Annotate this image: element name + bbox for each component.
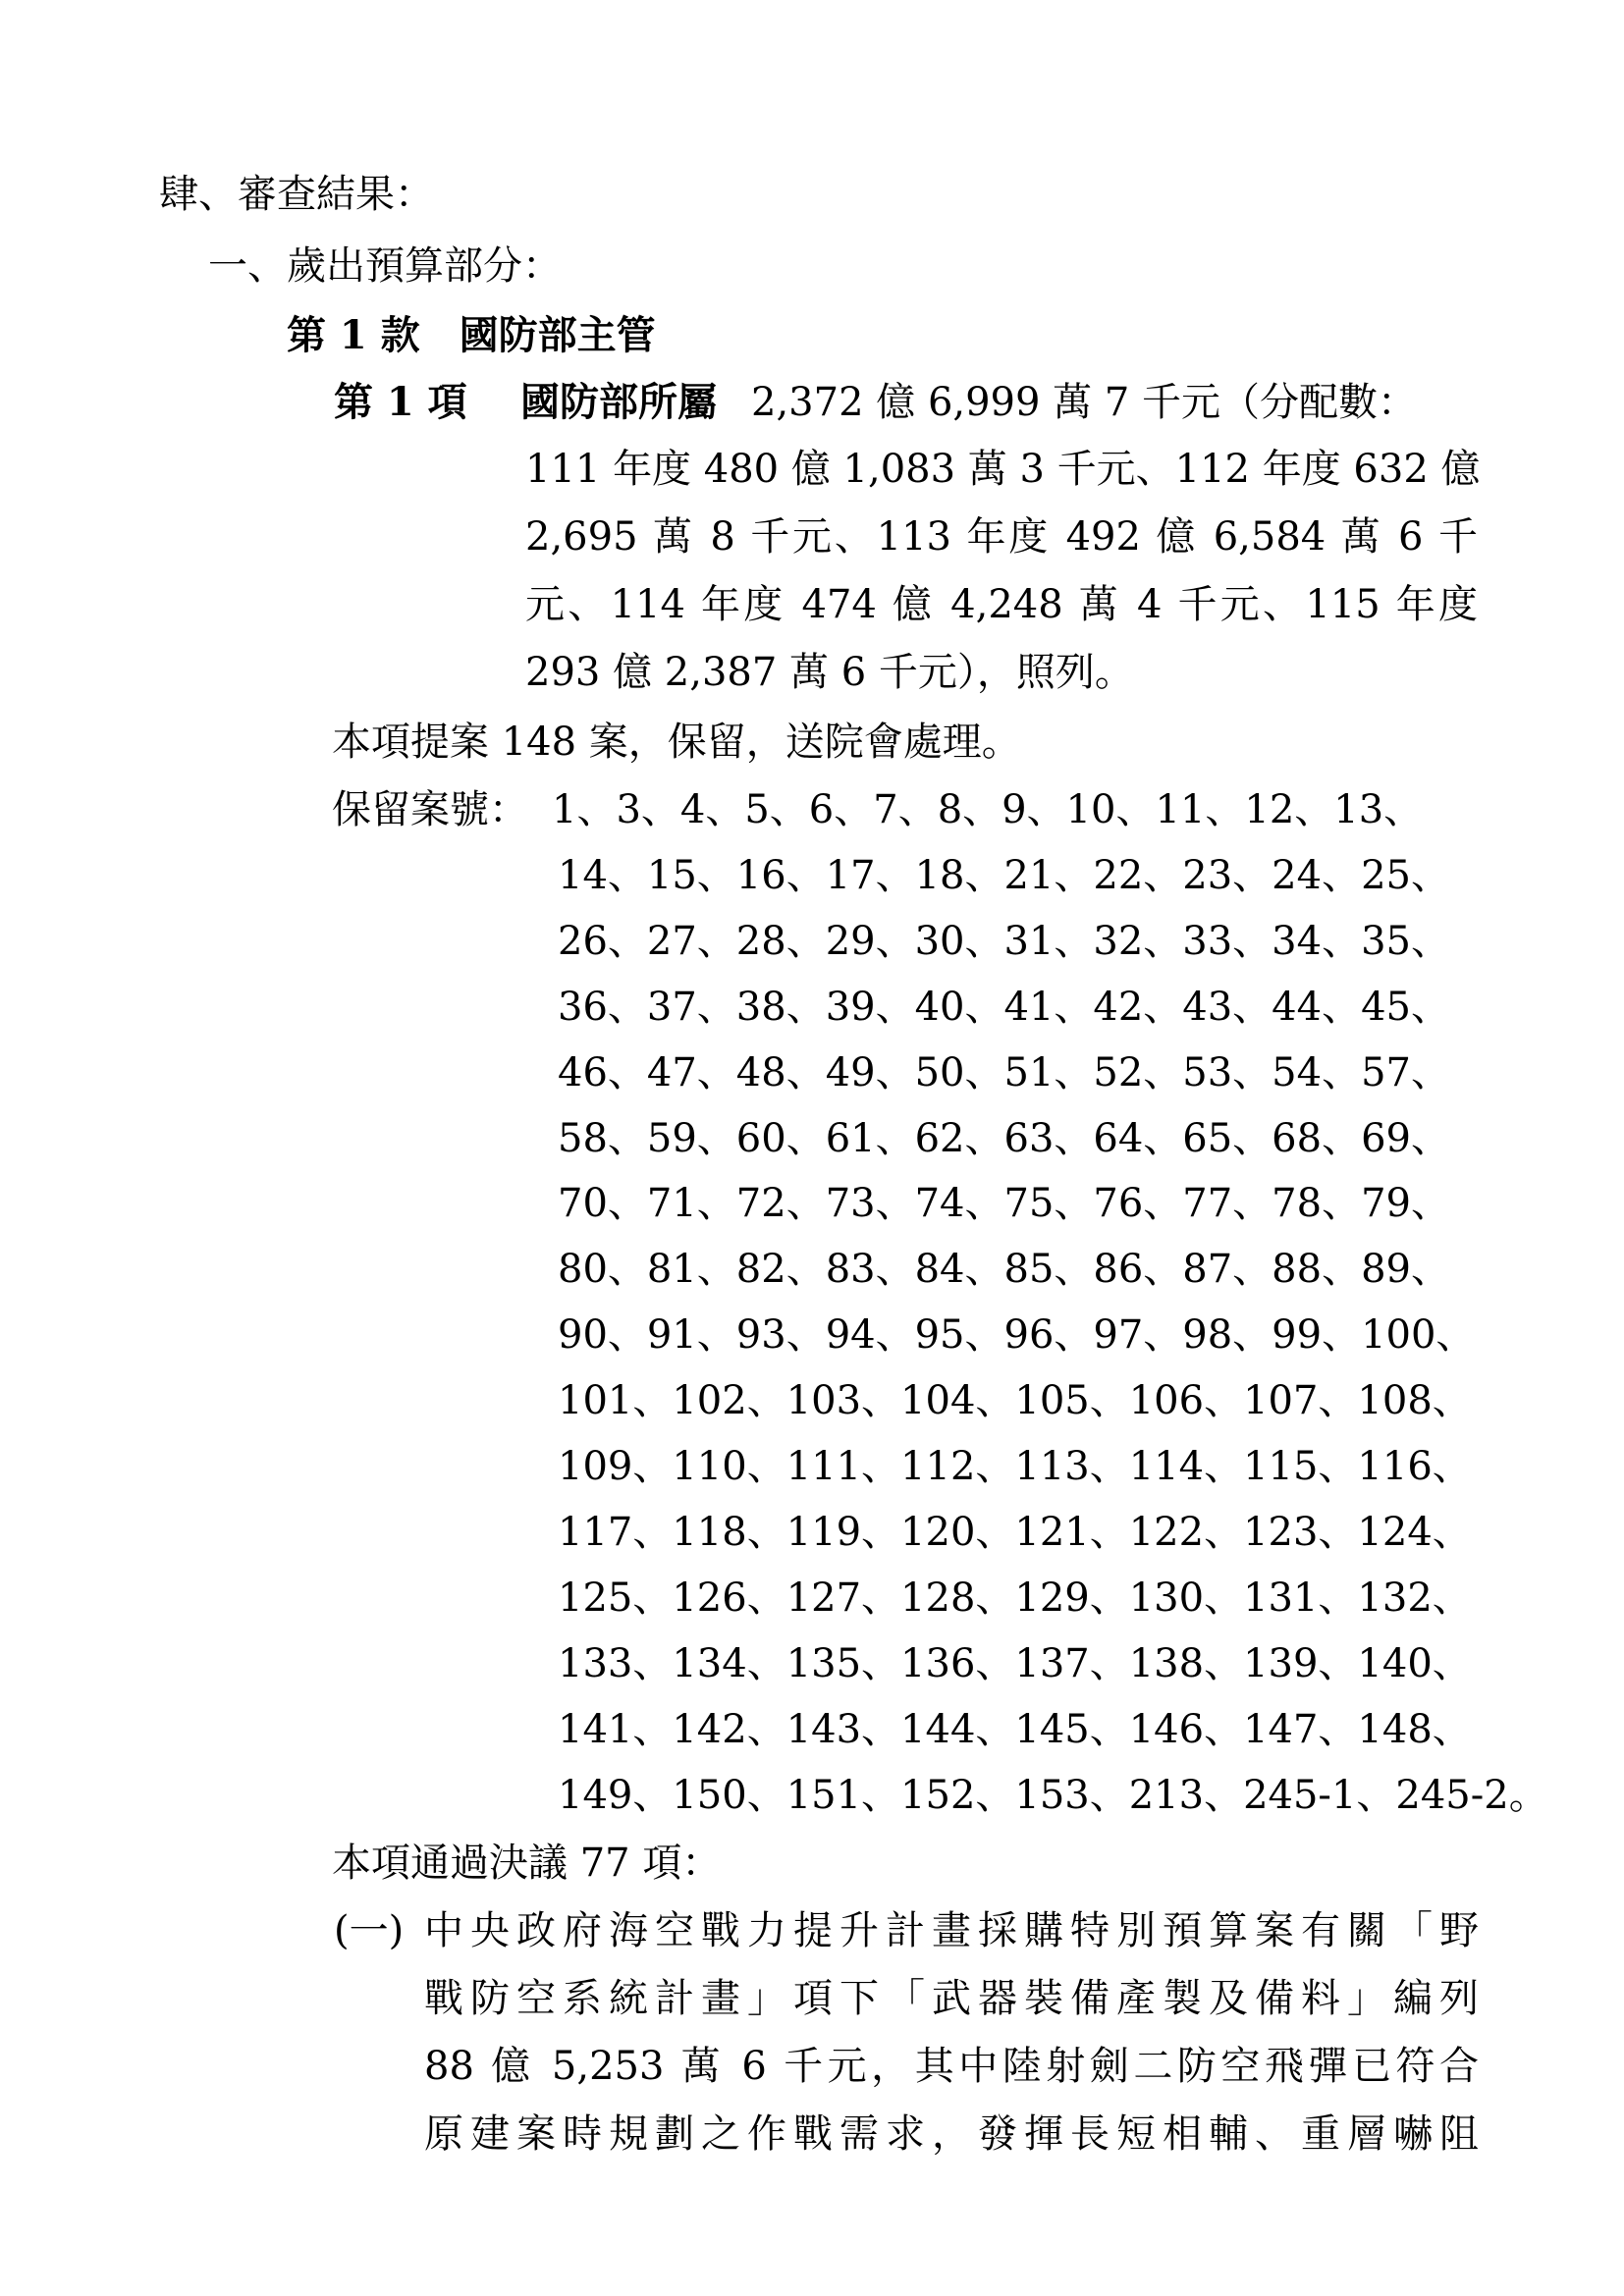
item-label: 第 1 項 <box>334 379 467 425</box>
reserved-line: 141、142、143、144、145、146、147、148、 <box>558 1707 1472 1752</box>
reserved-line: 70、71、72、73、74、75、76、77、78、79、 <box>558 1181 1450 1226</box>
reserved-line: 26、27、28、29、30、31、32、33、34、35、 <box>558 919 1450 964</box>
resolution-line: 中央政府海空戰力提升計畫採購特別預算案有關「野 <box>424 1908 1479 1953</box>
resolution-line: 戰防空系統計畫」項下「武器裝備產製及備料」編列 <box>424 1976 1479 2021</box>
reserved-line: 80、81、82、83、84、85、86、87、88、89、 <box>558 1247 1450 1292</box>
reserved-line: 117、118、119、120、121、122、123、124、 <box>558 1510 1472 1555</box>
resolution-line: 88 億 5,253 萬 6 千元，其中陸射劍二防空飛彈已符合 <box>424 2044 1479 2089</box>
reserved-line: 46、47、48、49、50、51、52、53、54、57、 <box>558 1050 1450 1095</box>
item-name: 國防部所屬 <box>520 379 717 425</box>
resolution-line: 原建案時規劃之作戰需求，發揮長短相輔、重層嚇阻 <box>424 2111 1479 2157</box>
reserved-line: 58、59、60、61、62、63、64、65、68、69、 <box>558 1116 1450 1161</box>
item-text-line: 2,695 萬 8 千元、113 年度 492 億 6,584 萬 6 千 <box>525 514 1478 560</box>
item-text-line: 293 億 2,387 萬 6 千元），照列。 <box>525 650 1134 695</box>
resolution-label: (一) <box>334 1908 405 1953</box>
reserved-line: 14、15、16、17、18、21、22、23、24、25、 <box>558 853 1450 898</box>
item-text-line: 111 年度 480 億 1,083 萬 3 千元、112 年度 632 億 <box>525 447 1481 492</box>
reserved-line: 90、91、93、94、95、96、97、98、99、100、 <box>558 1312 1476 1358</box>
reserved-line: 101、102、103、104、105、106、107、108、 <box>558 1378 1472 1423</box>
item-text-line: 2,372 億 6,999 萬 7 千元（分配數： <box>751 380 1418 425</box>
heading-section: 肆、審查結果： <box>159 172 434 217</box>
reserved-line: 1、3、4、5、6、7、8、9、10、11、12、13、 <box>552 787 1424 832</box>
item-text-line: 元、114 年度 474 億 4,248 萬 4 千元、115 年度 <box>525 582 1478 627</box>
proposal-summary: 本項提案 148 案，保留，送院會處理。 <box>332 720 1021 765</box>
reserved-line: 133、134、135、136、137、138、139、140、 <box>558 1641 1472 1686</box>
resolution-summary: 本項通過決議 77 項： <box>332 1841 722 1886</box>
heading-chapter: 第 1 款 國防部主管 <box>287 312 656 358</box>
reserved-label: 保留案號： <box>332 787 528 832</box>
reserved-line: 36、37、38、39、40、41、42、43、44、45、 <box>558 985 1450 1030</box>
reserved-line: 149、150、151、152、153、213、245-1、245-2。 <box>558 1773 1548 1818</box>
reserved-line: 125、126、127、128、129、130、131、132、 <box>558 1575 1472 1621</box>
heading-subsection: 一、歲出預算部分： <box>208 243 562 289</box>
reserved-line: 109、110、111、112、113、114、115、116、 <box>558 1444 1472 1489</box>
